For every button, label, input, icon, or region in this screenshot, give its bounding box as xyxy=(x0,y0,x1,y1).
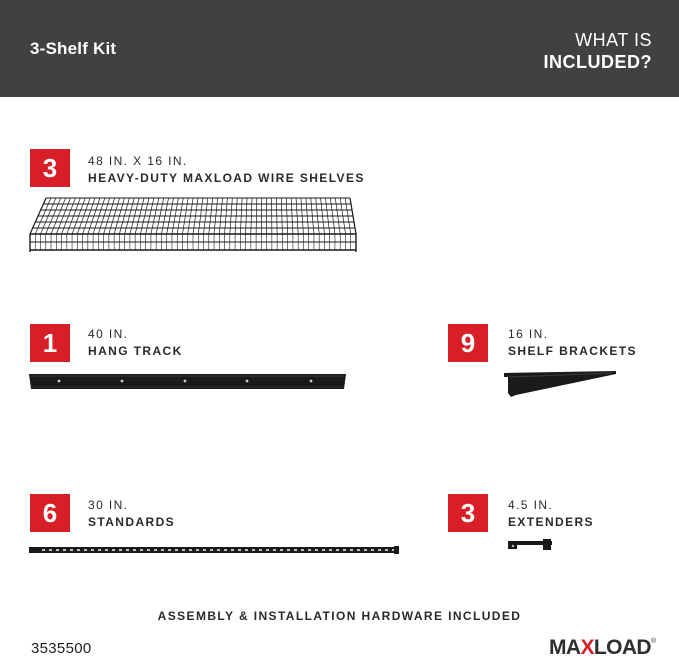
extenders-quantity-badge: 3 xyxy=(448,494,488,532)
extenders-size: 4.5 IN. xyxy=(508,498,554,512)
extender-image xyxy=(505,538,555,552)
kit-title: 3-Shelf Kit xyxy=(30,39,117,58)
hang-track-size: 40 IN. xyxy=(88,327,129,341)
brackets-size: 16 IN. xyxy=(508,327,549,341)
standards-size: 30 IN. xyxy=(88,498,129,512)
maxload-logo xyxy=(549,636,656,660)
hardware-included-note: ASSEMBLY & INSTALLATION HARDWARE INCLUDED xyxy=(157,609,522,623)
brackets-name: SHELF BRACKETS xyxy=(508,344,637,358)
shelves-label xyxy=(88,153,365,187)
header-banner xyxy=(0,0,679,97)
logo-part-1: MA xyxy=(549,636,581,659)
logo-part-2: LOAD xyxy=(593,636,651,659)
logo-registered-mark: ® xyxy=(650,638,656,645)
extenders-name: EXTENDERS xyxy=(508,515,594,529)
standards-name: STANDARDS xyxy=(88,515,176,529)
shelf-bracket-image xyxy=(502,369,618,399)
hang-track-quantity-badge: 1 xyxy=(30,324,70,362)
what-is-included-heading xyxy=(544,29,653,73)
wire-shelf-image xyxy=(28,196,358,258)
hang-track-image xyxy=(27,372,348,392)
extenders-label xyxy=(508,497,594,531)
standard-image xyxy=(28,544,400,556)
hang-track-name: HANG TRACK xyxy=(88,344,183,358)
shelves-name: HEAVY-DUTY MAXLOAD WIRE SHELVES xyxy=(88,171,365,185)
included-line-2: INCLUDED? xyxy=(543,52,652,72)
standards-quantity-badge: 6 xyxy=(30,494,70,532)
included-line-1: WHAT IS xyxy=(575,30,652,50)
hang-track-label xyxy=(88,326,183,360)
shelves-quantity-badge: 3 xyxy=(30,149,70,187)
brackets-quantity-badge: 9 xyxy=(448,324,488,362)
sku-number: 3535500 xyxy=(31,640,92,657)
brackets-label xyxy=(508,326,637,360)
shelves-size: 48 IN. X 16 IN. xyxy=(88,154,188,168)
standards-label xyxy=(88,497,175,531)
logo-x: X xyxy=(580,636,594,659)
